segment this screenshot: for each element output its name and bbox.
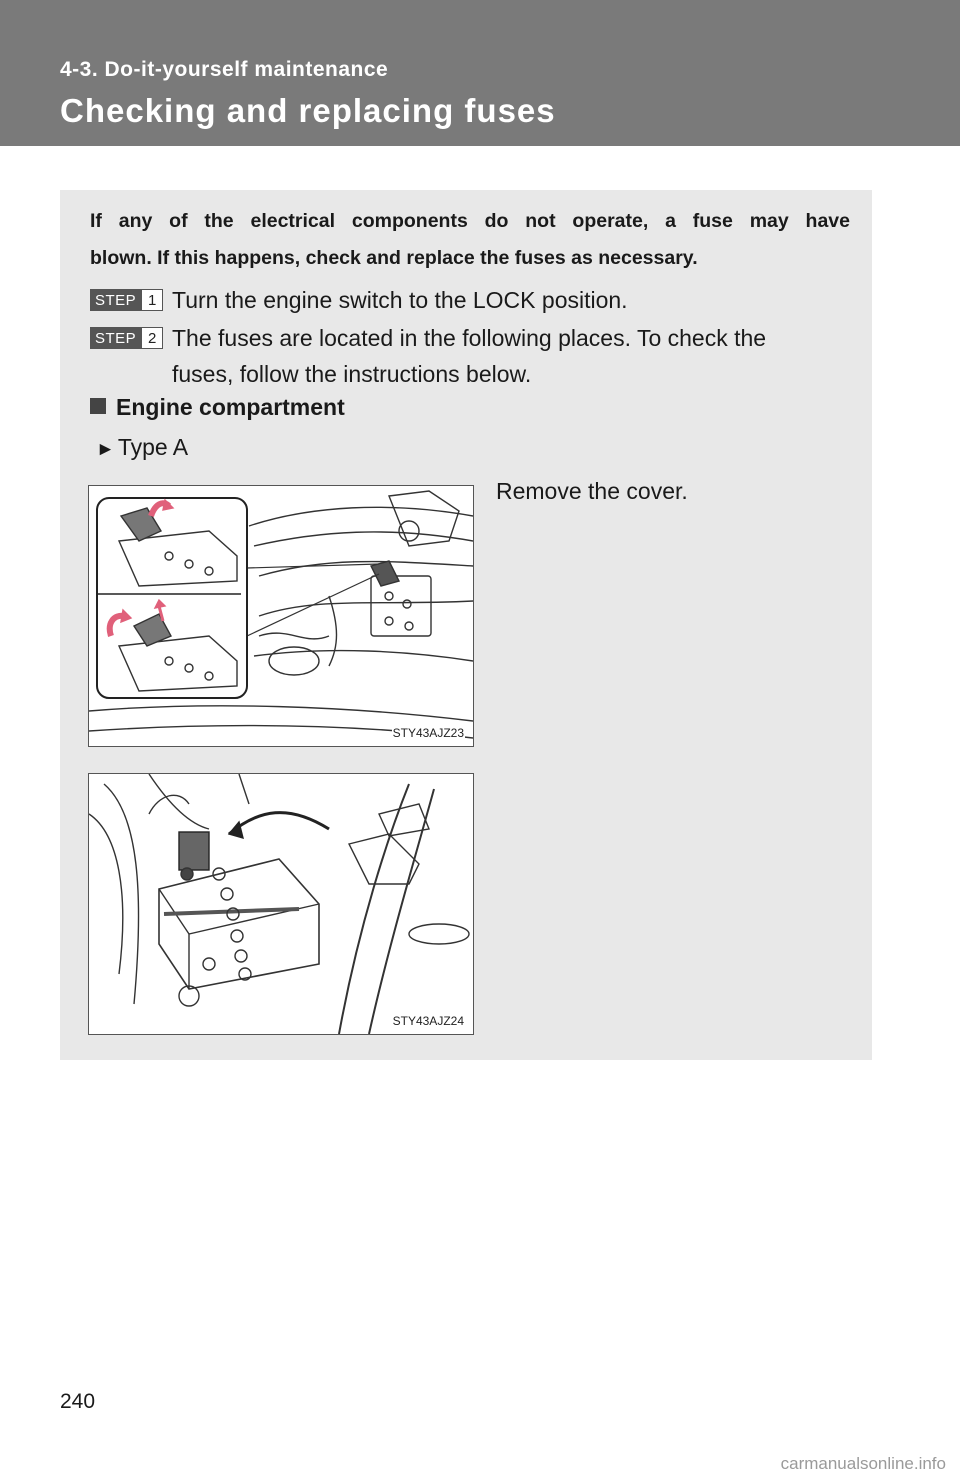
figure-engine-compartment — [88, 485, 474, 747]
triangle-right-icon: ► — [96, 439, 115, 460]
square-bullet-icon — [90, 398, 106, 414]
figure-battery-cover — [88, 773, 474, 1035]
figure-code: STY43AJZ24 — [392, 1014, 464, 1028]
page-title: Checking and replacing fuses — [60, 92, 556, 129]
step-2-text-line-1: The fuses are located in the following places. To check the — [172, 325, 767, 351]
subheading — [90, 394, 345, 421]
page-number: 240 — [60, 1390, 96, 1413]
step-2-text-line-2: fuses, follow the instructions below. — [172, 361, 532, 387]
battery-cover-removal-diagram-icon — [89, 774, 473, 1034]
step-1-text: Turn the engine switch to the LOCK position. — [172, 287, 628, 313]
watermark: carmanualsonline.info — [780, 1454, 946, 1473]
engine-battery-terminal-diagram-icon — [89, 486, 473, 746]
step-2-badge: STEP 2 — [90, 327, 164, 349]
figure-caption: Remove the cover. — [496, 478, 688, 504]
type-label-text: Type A — [117, 434, 189, 460]
figure-code: STY43AJZ23 — [392, 726, 464, 740]
intro-line-2: blown. If this happens, check and replace the fuses as necessary. — [90, 247, 698, 269]
step-1-badge: STEP 1 — [90, 289, 164, 311]
section-label: 4-3. Do-it-yourself maintenance — [60, 58, 389, 81]
type-label — [96, 434, 188, 461]
intro-text — [90, 203, 850, 277]
subheading-text: Engine compartment — [116, 394, 345, 420]
page-header — [0, 0, 960, 146]
intro-line-1: If any of the electrical components do not operate, a fuse may have — [90, 210, 850, 232]
